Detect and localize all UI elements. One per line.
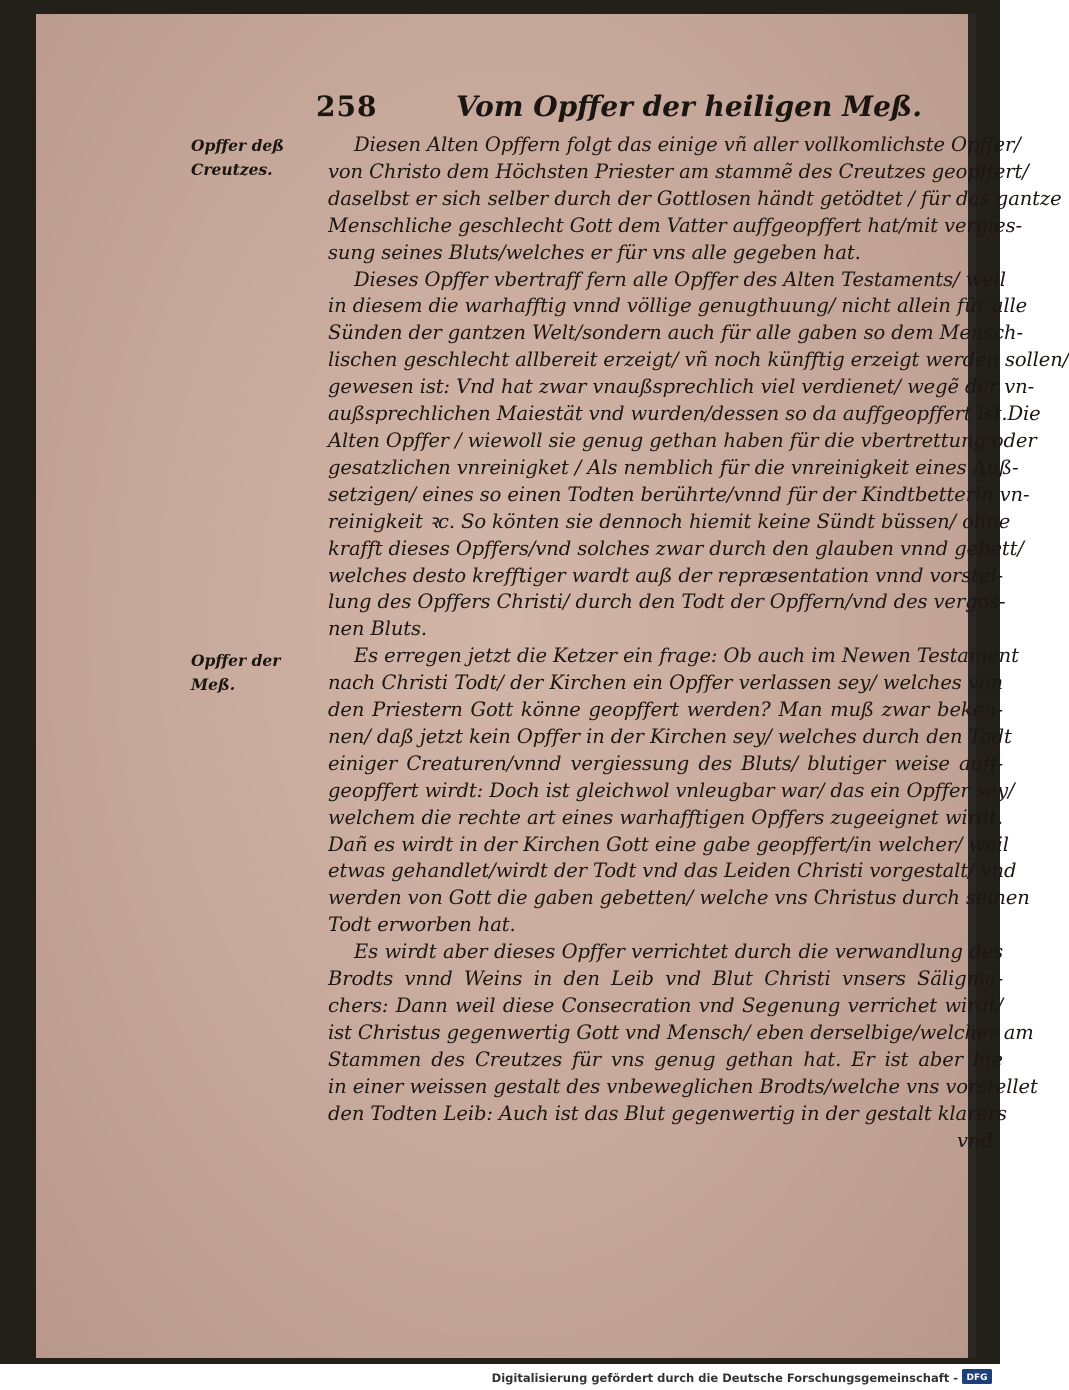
page-number: 258 [316,90,378,123]
text-line: Todt erworben hat. [328,913,516,937]
text-line: Dieses Opffer vbertraff fern alle Opffer des Alten Testaments/ weil [354,267,1006,291]
text-line: reinigkeit ꝛc. So könten sie dennoch hiemit keine Sündt büssen/ ohne [328,509,1011,533]
margin-note-opffer-der-mess [191,649,311,697]
text-line: von Christo dem Höchsten Priester am stammẽ des Creutzes geopffert/ [328,159,1029,183]
footer-funding-note: Digitalisierung gefördert durch die Deutsche Forschungsgemeinschaft - [491,1371,958,1385]
text-line: welchem die rechte art eines warhafftigen Opffers zugeeignet wirdt. [328,805,1003,829]
text-line: Diesen Alten Opffern folgt das einige vñ aller vollkomlichste Opffer/ [354,133,1021,156]
text-line: daselbst er sich selber durch der Gottlosen händt getödtet / für das gantze [328,186,1062,210]
text-line: nen Bluts. [328,617,428,641]
text-line: Stammen des Creutzes für vns genug gethan hat. Er ist aber hie [328,1047,1003,1071]
text-line: den Todten Leib: Auch ist das Blut gegenwertig in der gestalt klarers [328,1101,1007,1125]
text-line: Es erregen jetzt die Ketzer ein frage: Ob auch im Newen Testament [354,644,1019,668]
text-line: ist Christus gegenwertig Gott vnd Mensch/ eben derselbige/welcher am [328,1020,1034,1044]
catchword: vnd [956,1128,993,1152]
text-line: gesatzlichen vnreinigket / Als nemblich für die vnreinigkeit eines Auß- [328,455,1019,479]
text-line: welches desto krefftiger wardt auß der repræsentation vnnd vorstel- [328,563,1003,587]
text-line: geopffert wirdt: Doch ist gleichwol vnleugbar war/ das ein Opffer sey/ [328,778,1015,802]
margin-note-line: Opffer der [191,651,281,670]
text-line: setzigen/ eines so einen Todten berührte/vnnd für der Kindtbetterin vn- [328,482,1030,506]
text-line: lung des Opffers Christi/ durch den Todt der Opffern/vnd des vergos- [328,590,1006,614]
text-line: nach Christi Todt/ der Kirchen ein Opffer verlassen sey/ welches von [328,671,1003,695]
paragraph-3 [328,643,1030,939]
text-line: lischen geschlecht allbereit erzeigt/ vñ noch künfftig erzeigt werden sollen/ [328,348,1069,372]
page-header [316,90,936,130]
dfg-logo-icon [962,1369,992,1384]
text-line: den Priestern Gott könne geopffert werden? Man muß zwar beken- [328,698,1003,722]
text-line: Brodts vnnd Weins in den Leib vnd Blut Christi vnsers Säligma- [328,967,1003,991]
text-line: Sünden der gantzen Welt/sondern auch für alle gaben so dem Mensch- [328,321,1024,345]
text-line: etwas gehandlet/wirdt der Todt vnd das Leiden Christi vorgestalt/ vnd [328,859,1017,883]
footer-bar [0,1364,1000,1390]
text-line: einiger Creaturen/vnnd vergiessung des Bluts/ blutiger weise auff- [328,751,1003,775]
text-line: außsprechlichen Maiestät vnd wurden/dessen so da auffgeopffert ist.Die [328,402,1041,426]
text-line: Es wirdt aber dieses Opffer verrichtet durch die verwandlung des [354,940,1003,964]
text-line: werden von Gott die gaben gebetten/ welche vns Christus durch seinen [328,886,1030,910]
text-line: Alten Opffer / wiewoll sie genug gethan haben für die vbertrettung oder [328,428,1037,452]
body-text [328,132,1069,1154]
paragraph-2 [328,267,1069,644]
text-line: Menschliche geschlecht Gott dem Vatter auffgeopffert hat/mit vergies- [328,213,1022,237]
text-line: Dañ es wirdt in der Kirchen Gott eine gabe geopffert/in welcher/ weil [328,832,1009,856]
running-title: Vom Opffer der heiligen Meß. [456,90,922,123]
text-line: sung seines Bluts/welches er für vns alle gegeben hat. [328,240,861,264]
text-line: gewesen ist: Vnd hat zwar vnaußsprechlich viel verdienet/ wegẽ der vn- [328,375,1035,399]
margin-note-line: Meß. [191,675,236,694]
paragraph-1 [328,132,1062,267]
text-line: in einer weissen gestalt des vnbeweglichen Brodts/welche vns vorstellet [328,1074,1038,1098]
text-line: nen/ daß jetzt kein Opffer in der Kirchen sey/ welches durch den Todt [328,724,1012,748]
dfg-logo-text: DFG [966,1373,988,1384]
text-line: chers: Dann weil diese Consecration vnd Segenung verrichet wirdt/ [328,994,1003,1017]
margin-note-line: Creutzes. [191,160,273,179]
margin-note-opffer-dess-creutzes [191,134,311,182]
margin-note-line: Opffer deß [191,136,285,155]
paragraph-4 [328,939,1038,1127]
text-line: krafft dieses Opffers/vnd solches zwar durch den glauben vnnd gebett/ [328,536,1024,560]
book-page [36,14,1069,1358]
text-line: in diesem die warhafftig vnnd völlige genugthuung/ nicht allein für alle [328,294,1028,318]
